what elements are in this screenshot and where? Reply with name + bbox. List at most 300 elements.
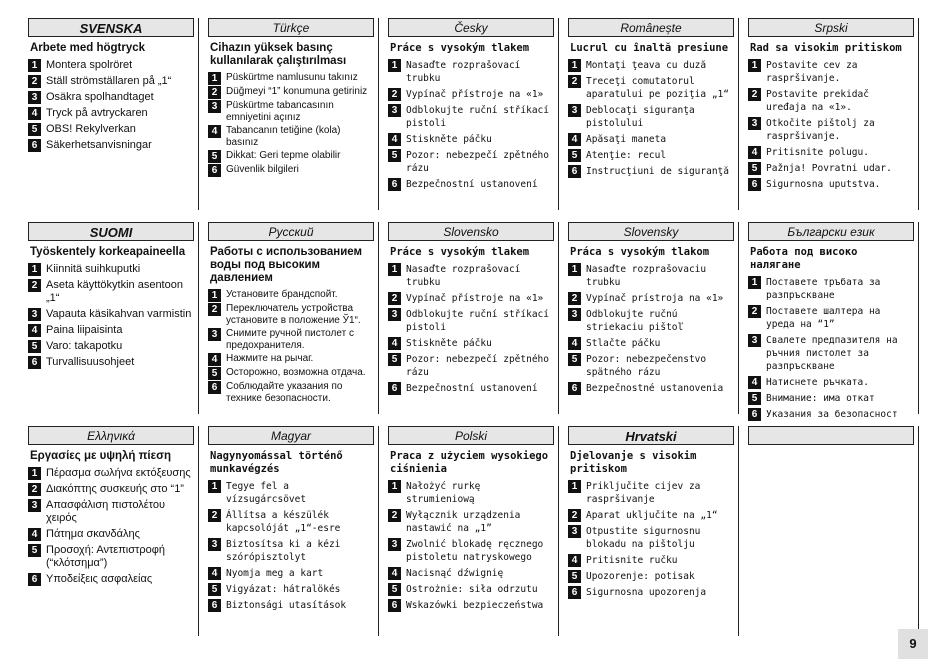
step-item: [28, 75, 194, 88]
step-number-badge: 3: [748, 117, 761, 130]
step-item: [388, 292, 554, 305]
step-number-badge: 1: [568, 59, 581, 72]
step-number-badge: 5: [208, 367, 221, 380]
step-list: [748, 59, 914, 191]
step-number-badge: 6: [28, 139, 41, 152]
step-number-badge: 2: [28, 279, 41, 292]
step-item: [388, 308, 554, 334]
language-header: SUOMI: [28, 222, 194, 241]
language-column: [388, 18, 559, 210]
step-text: Állítsa a készülék kapcsolóját „1“-esre: [226, 510, 341, 534]
step-number-badge: 2: [28, 483, 41, 496]
step-text: Varo: takapotku: [46, 340, 123, 352]
step-item: [208, 567, 374, 580]
section-title: Lucrul cu înaltă presiune: [570, 42, 729, 54]
section-title: Cihazın yüksek basınç kullanılarak çalıştırılması: [210, 42, 347, 67]
language-header: Slovensko: [388, 222, 554, 241]
step-text: Otkočite pištolj za raspršivanje.: [766, 118, 875, 142]
step-item: [208, 289, 374, 302]
step-number-badge: 4: [568, 554, 581, 567]
step-text: Turvallisuusohjeet: [46, 356, 135, 368]
step-number-badge: 6: [28, 356, 41, 369]
language-column: [28, 222, 199, 414]
step-number-badge: 6: [568, 586, 581, 599]
step-item: [388, 567, 554, 580]
step-text: Vapauta käsikahvan varmistin: [46, 308, 192, 320]
step-item: [208, 86, 374, 99]
step-text: Nałożyć rurkę strumieniową: [406, 481, 481, 505]
step-text: Sigurnosna uputstva.: [766, 179, 881, 190]
step-number-badge: 4: [388, 337, 401, 350]
step-number-badge: 5: [748, 392, 761, 405]
step-text: Wskazówki bezpieczeństwa: [406, 600, 544, 611]
step-number-badge: 5: [568, 149, 581, 162]
step-number-badge: 1: [28, 263, 41, 276]
step-text: Pažnja! Povratni udar.: [766, 163, 892, 174]
step-number-badge: 1: [568, 263, 581, 276]
step-item: [208, 125, 374, 149]
language-header: Ελληνικά: [28, 426, 194, 445]
step-text: Πάτημα σκανδάλης: [46, 528, 140, 540]
step-item: [388, 263, 554, 289]
step-number-badge: 6: [748, 408, 761, 421]
step-text: Осторожно, возможна отдача.: [226, 367, 366, 378]
step-item: [568, 165, 734, 178]
section-title: Práca s vysokým tlakom: [570, 246, 710, 258]
step-item: [568, 75, 734, 101]
step-text: Vypínač přístroje na «1»: [406, 293, 544, 304]
language-column: [748, 426, 919, 636]
language-column: [208, 222, 379, 414]
step-number-badge: 2: [388, 509, 401, 522]
step-list: [388, 480, 554, 612]
step-number-badge: 2: [568, 292, 581, 305]
step-text: Püskürtme namlusunu takınız: [226, 72, 358, 83]
step-number-badge: 2: [748, 88, 761, 101]
step-item: [568, 308, 734, 334]
step-number-badge: 2: [748, 305, 761, 318]
section-title: Rad sa visokim pritiskom: [750, 42, 902, 54]
step-item: [748, 59, 914, 85]
page-number: 9: [898, 629, 928, 659]
row-1: [28, 18, 928, 210]
step-item: [568, 353, 734, 379]
language-header: Hrvatski: [568, 426, 734, 445]
step-text: Nyomja meg a kart: [226, 568, 324, 579]
step-text: Nacisnąć dźwignię: [406, 568, 504, 579]
step-item: [28, 308, 194, 321]
step-list: [568, 263, 734, 395]
step-item: [28, 59, 194, 72]
step-text: Biztosítsa ki a kézi szórópisztolyt: [226, 539, 341, 563]
step-list: [208, 480, 374, 612]
step-item: [568, 480, 734, 506]
step-item: [388, 538, 554, 564]
step-item: [568, 525, 734, 551]
step-list: [748, 276, 914, 421]
step-text: Kiinnitä suihkuputki: [46, 263, 141, 275]
step-number-badge: 3: [748, 334, 761, 347]
step-text: Treceţi comutatorul aparatului pe poziţia „1“: [586, 76, 729, 100]
step-item: [208, 150, 374, 163]
step-number-badge: 1: [28, 467, 41, 480]
step-text: Vypínač přístroje na «1»: [406, 89, 544, 100]
step-list: [28, 59, 194, 152]
step-number-badge: 5: [208, 150, 221, 163]
step-number-badge: 4: [28, 324, 41, 337]
step-text: Sigurnosna upozorenja: [586, 587, 707, 598]
step-text: Instrucţiuni de siguranţă: [586, 166, 729, 177]
step-item: [568, 586, 734, 599]
step-number-badge: 2: [208, 509, 221, 522]
step-item: [748, 408, 914, 421]
step-item: [28, 573, 194, 586]
step-item: [568, 292, 734, 305]
step-text: Bezpečnostní ustanovení: [406, 179, 538, 190]
step-item: [568, 554, 734, 567]
step-item: [568, 104, 734, 130]
step-list: [568, 59, 734, 178]
step-item: [28, 340, 194, 353]
step-number-badge: 3: [208, 100, 221, 113]
step-text: Odblokujte ruční stříkací pistoli: [406, 105, 549, 129]
step-item: [748, 305, 914, 331]
step-number-badge: 5: [748, 162, 761, 175]
language-header: SVENSKA: [28, 18, 194, 37]
section-title: Práce s vysokým tlakem: [390, 42, 530, 54]
step-item: [28, 467, 194, 480]
step-text: Προσοχή: Αντεπιστροφή (“κλότσημα”): [46, 544, 166, 569]
step-item: [28, 544, 194, 570]
step-number-badge: 5: [388, 583, 401, 596]
step-text: Tabancanın tetiğine (kola) basınız: [226, 125, 341, 148]
step-text: Nasaďte rozprašovaciu trubku: [586, 264, 707, 288]
step-item: [568, 570, 734, 583]
step-item: [388, 480, 554, 506]
step-number-badge: 4: [388, 567, 401, 580]
step-item: [28, 279, 194, 305]
language-column: [748, 18, 919, 210]
step-item: [748, 162, 914, 175]
step-number-badge: 6: [208, 599, 221, 612]
step-number-badge: 3: [208, 328, 221, 341]
step-number-badge: 4: [568, 133, 581, 146]
language-column: [388, 426, 559, 636]
step-item: [568, 509, 734, 522]
section-title: Práce s vysokým tlakem: [390, 246, 530, 258]
step-text: Montera spolröret: [46, 59, 133, 71]
step-text: Διακόπτης συσκευής στο “1”: [46, 483, 184, 495]
step-number-badge: 1: [28, 59, 41, 72]
step-text: Paina liipaisinta: [46, 324, 123, 336]
step-number-badge: 1: [388, 59, 401, 72]
section-title: Nagynyomással történő munkavégzés: [210, 450, 343, 475]
step-text: Stiskněte páčku: [406, 134, 492, 145]
step-item: [208, 100, 374, 124]
step-number-badge: 3: [388, 538, 401, 551]
step-number-badge: 4: [208, 125, 221, 138]
step-number-badge: 6: [208, 164, 221, 177]
step-text: Stlačte páčku: [586, 338, 661, 349]
step-text: Osäkra spolhandtaget: [46, 91, 154, 103]
step-text: Upozorenje: potisak: [586, 571, 695, 582]
step-item: [568, 337, 734, 350]
step-number-badge: 5: [388, 353, 401, 366]
step-number-badge: 1: [388, 480, 401, 493]
step-text: OBS! Rekylverkan: [46, 123, 136, 135]
step-item: [388, 353, 554, 379]
step-item: [748, 178, 914, 191]
step-item: [568, 382, 734, 395]
language-column: [208, 426, 379, 636]
step-text: Düğmeyi “1” konumuna getiriniz: [226, 86, 368, 97]
step-item: [748, 88, 914, 114]
step-item: [208, 367, 374, 380]
language-column: [208, 18, 379, 210]
step-item: [28, 91, 194, 104]
language-header: Românește: [568, 18, 734, 37]
step-item: [28, 263, 194, 276]
step-item: [388, 88, 554, 101]
section-title: Работы с использованием воды под высоким давлением: [210, 246, 363, 284]
step-number-badge: 1: [748, 59, 761, 72]
step-list: [208, 72, 374, 177]
step-text: Ostrożnie: siła odrzutu: [406, 584, 538, 595]
step-text: Поставете тръбата за разпръскване: [766, 277, 881, 301]
step-item: [28, 107, 194, 120]
step-item: [388, 133, 554, 146]
step-text: Указания за безопасност: [766, 409, 898, 420]
step-text: Pozor: nebezpečí zpětného rázu: [406, 150, 549, 174]
step-item: [208, 509, 374, 535]
step-item: [28, 528, 194, 541]
step-item: [388, 178, 554, 191]
step-text: Pozor: nebezpečí zpětného rázu: [406, 354, 549, 378]
step-text: Säkerhetsanvisningar: [46, 139, 152, 151]
step-number-badge: 3: [388, 104, 401, 117]
step-text: Tryck på avtryckaren: [46, 107, 148, 119]
step-item: [388, 382, 554, 395]
step-text: Vigyázat: hátralökés: [226, 584, 341, 595]
step-number-badge: 2: [568, 509, 581, 522]
step-number-badge: 2: [388, 88, 401, 101]
step-text: Πέρασμα σωλήνα εκτόξευσης: [46, 467, 191, 479]
step-number-badge: 1: [208, 480, 221, 493]
step-number-badge: 4: [28, 528, 41, 541]
language-column: [568, 222, 739, 414]
language-header: [748, 426, 914, 445]
step-item: [208, 328, 374, 352]
language-column: [28, 426, 199, 636]
step-text: Deblocaţi siguranţa pistolului: [586, 105, 695, 129]
section-title: Praca z użyciem wysokiego ciśnienia: [390, 450, 549, 475]
step-item: [208, 538, 374, 564]
step-number-badge: 3: [568, 308, 581, 321]
step-text: Соблюдайте указания по технике безопасности.: [226, 381, 343, 404]
step-text: Nasaďte rozprašovací trubku: [406, 60, 521, 84]
step-text: Внимание: има откат: [766, 393, 875, 404]
step-text: Otpustite sigurnosnu blokadu na pištolju: [586, 526, 701, 550]
step-number-badge: 1: [568, 480, 581, 493]
step-item: [388, 337, 554, 350]
step-item: [748, 146, 914, 159]
step-number-badge: 6: [568, 165, 581, 178]
step-number-badge: 1: [748, 276, 761, 289]
step-item: [28, 356, 194, 369]
step-item: [568, 133, 734, 146]
step-text: Pozor: nebezpečenstvo spätného rázu: [586, 354, 707, 378]
step-number-badge: 5: [388, 149, 401, 162]
step-item: [28, 123, 194, 136]
step-item: [748, 376, 914, 389]
step-text: Υποδείξεις ασφαλείας: [46, 573, 153, 585]
step-list: [28, 263, 194, 369]
step-list: [208, 289, 374, 405]
language-header: Slovensky: [568, 222, 734, 241]
step-item: [568, 59, 734, 72]
step-number-badge: 4: [28, 107, 41, 120]
step-number-badge: 1: [208, 72, 221, 85]
section-title: Djelovanje s visokim pritiskom: [570, 450, 697, 475]
step-text: Odblokujte ručnú striekaciu pištoľ: [586, 309, 684, 333]
step-item: [208, 72, 374, 85]
step-item: [388, 599, 554, 612]
step-number-badge: 4: [208, 353, 221, 366]
step-number-badge: 1: [388, 263, 401, 276]
step-item: [208, 599, 374, 612]
step-text: Свалете предпазителя на ръчния пистолет за разпръскване: [766, 335, 898, 372]
step-number-badge: 6: [208, 381, 221, 394]
step-number-badge: 4: [568, 337, 581, 350]
step-number-badge: 6: [748, 178, 761, 191]
step-number-badge: 6: [568, 382, 581, 395]
step-item: [748, 334, 914, 373]
step-item: [748, 392, 914, 405]
step-text: Priključite cijev za raspršivanje: [586, 481, 701, 505]
step-item: [388, 104, 554, 130]
step-text: Pritisnite ručku: [586, 555, 678, 566]
step-number-badge: 5: [568, 570, 581, 583]
step-number-badge: 4: [748, 146, 761, 159]
step-text: Wyłącznik urządzenia nastawić na „1”: [406, 510, 521, 534]
language-header: Srpski: [748, 18, 914, 37]
row-2: [28, 222, 928, 420]
step-item: [568, 263, 734, 289]
step-number-badge: 5: [568, 353, 581, 366]
step-text: Montaţi ţeava cu duză: [586, 60, 707, 71]
step-text: Nasaďte rozprašovací trubku: [406, 264, 521, 288]
section-title: Arbete med högtryck: [30, 42, 146, 54]
language-header: Русский: [208, 222, 374, 241]
step-text: Aparat uključite na „1“: [586, 510, 718, 521]
step-text: Aseta käyttökytkin asentoon „1“: [46, 279, 183, 304]
step-item: [388, 509, 554, 535]
step-text: Postavite prekidač uređaja na «1».: [766, 89, 869, 113]
section-title: Работа под високо налягане: [750, 246, 858, 271]
step-item: [28, 499, 194, 525]
step-item: [208, 353, 374, 366]
step-text: Atenţie: recul: [586, 150, 667, 161]
step-item: [388, 59, 554, 85]
step-text: Püskürtme tabancasının emniyetini açınız: [226, 100, 334, 123]
step-item: [208, 303, 374, 327]
language-header: Български език: [748, 222, 914, 241]
step-item: [28, 483, 194, 496]
step-text: Установите брандспойт.: [226, 289, 338, 300]
step-number-badge: 2: [208, 303, 221, 316]
step-item: [208, 480, 374, 506]
step-number-badge: 3: [568, 525, 581, 538]
step-number-badge: 6: [388, 178, 401, 191]
step-item: [28, 324, 194, 337]
step-text: Ställ strömställaren på „1“: [46, 75, 172, 87]
step-text: Tegye fel a vízsugárcsövet: [226, 481, 307, 505]
step-item: [568, 149, 734, 162]
step-text: Güvenlik bilgileri: [226, 164, 299, 175]
step-number-badge: 6: [28, 573, 41, 586]
language-column: [568, 18, 739, 210]
step-number-badge: 6: [388, 599, 401, 612]
step-text: Zwolnić blokadę ręcznego pistoletu natryskowego: [406, 539, 544, 563]
step-number-badge: 5: [28, 123, 41, 136]
step-text: Postavite cev za raspršivanje.: [766, 60, 858, 84]
section-title: Työskentely korkeapaineella: [30, 246, 186, 258]
step-item: [208, 583, 374, 596]
step-number-badge: 3: [208, 538, 221, 551]
step-text: Apăsaţi maneta: [586, 134, 667, 145]
step-text: Поставете шалтера на уреда на “1”: [766, 306, 881, 330]
step-text: Απασφάλιση πιστολέτου χειρός: [46, 499, 165, 524]
step-item: [748, 117, 914, 143]
language-column: [568, 426, 739, 636]
step-number-badge: 5: [28, 544, 41, 557]
step-number-badge: 4: [748, 376, 761, 389]
step-number-badge: 3: [568, 104, 581, 117]
step-text: Снимите ручной пистолет с предохранителя.: [226, 328, 354, 351]
step-text: Нажмите на рычаг.: [226, 353, 314, 364]
language-header: Česky: [388, 18, 554, 37]
step-text: Vypínač prístroja na «1»: [586, 293, 724, 304]
step-item: [208, 164, 374, 177]
row-3: [28, 426, 928, 636]
step-number-badge: 4: [388, 133, 401, 146]
step-text: Переключатель устройства установите в положение Ў1“.: [226, 303, 361, 326]
step-number-badge: 1: [208, 289, 221, 302]
step-item: [748, 276, 914, 302]
language-column: [388, 222, 559, 414]
step-text: Натиснете ръчката.: [766, 377, 869, 388]
language-header: Polski: [388, 426, 554, 445]
step-number-badge: 3: [28, 308, 41, 321]
step-item: [208, 381, 374, 405]
step-number-badge: 2: [28, 75, 41, 88]
step-list: [28, 467, 194, 586]
step-number-badge: 3: [28, 499, 41, 512]
language-column: [748, 222, 919, 420]
step-list: [388, 263, 554, 395]
section-title: Εργασίες με υψηλή πίεση: [30, 450, 171, 462]
step-text: Bezpečnostné ustanovenia: [586, 383, 724, 394]
step-item: [28, 139, 194, 152]
step-number-badge: 5: [28, 340, 41, 353]
step-text: Dikkat: Geri tepme olabilir: [226, 150, 341, 161]
step-list: [388, 59, 554, 191]
step-item: [388, 583, 554, 596]
step-number-badge: 2: [568, 75, 581, 88]
step-number-badge: 4: [208, 567, 221, 580]
step-list: [568, 480, 734, 599]
step-text: Pritisnite polugu.: [766, 147, 869, 158]
